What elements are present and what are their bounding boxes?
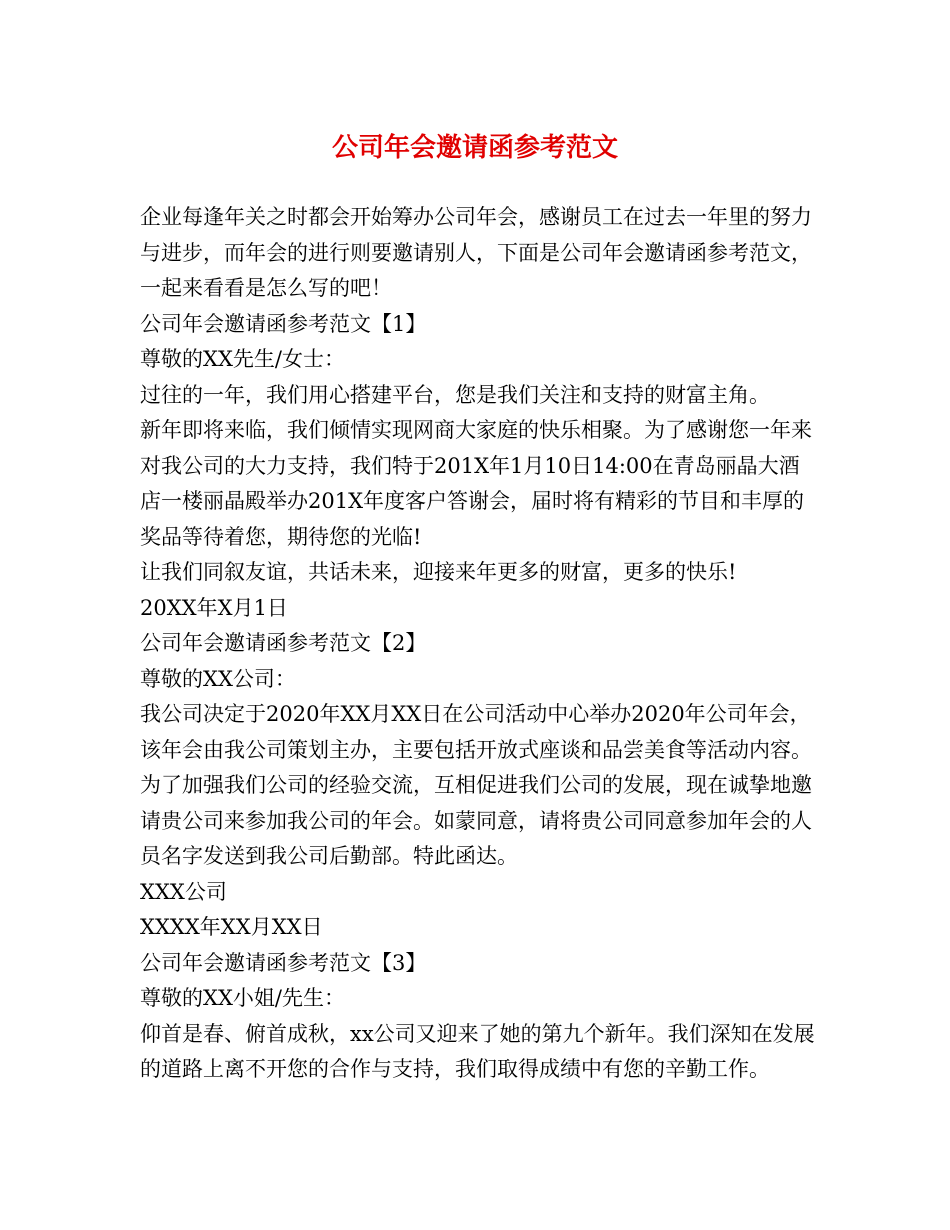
section-heading-1: 公司年会邀请函参考范文【1】 <box>140 311 427 336</box>
date-line-2: XXXX年XX月XX日 <box>140 915 323 939</box>
signature-company: XXX公司 <box>140 879 227 904</box>
body-paragraph: 让我们同叙友谊，共话未来，迎接来年更多的财富，更多的快乐! <box>140 560 737 584</box>
salutation-3: 尊敬的XX小姐/先生： <box>140 986 345 1010</box>
body-paragraph: 新年即将来临，我们倾情实现网商大家庭的快乐相聚。为了感谢您一年来对我公司的大力支持，我们特于201X年1月10日14:00在青岛丽晶大酒店一楼丽晶殿举办201X年度客户答谢会，届时将有精彩的节目和丰厚的奖品等待着您，期待您的光临! <box>140 418 812 549</box>
date-line-1: 20XX年X月1日 <box>140 595 288 620</box>
document-title: 公司年会邀请函参考范文 <box>331 133 618 163</box>
intro-paragraph: 企业每逢年关之时都会开始筹办公司年会，感谢员工在过去一年里的努力与进步，而年会的进行则要邀请别人，下面是公司年会邀请函参考范文，一起来看看是怎么写的吧！ <box>140 205 812 300</box>
body-paragraph: 仰首是春、俯首成秋，xx公司又迎来了她的第九个新年。我们深知在发展的道路上离不开您的合作与支持，我们取得成绩中有您的辛勤工作。 <box>140 1021 815 1081</box>
section-heading-3: 公司年会邀请函参考范文【3】 <box>140 950 427 975</box>
section-heading-2: 公司年会邀请函参考范文【2】 <box>140 631 427 655</box>
body-paragraph: 我公司决定于2020年XX月XX日在公司活动中心举办2020年公司年会，该年会由我公司策划主办，主要包括开放式座谈和品尝美食等活动内容。为了加强我们公司的经验交流，互相促进我们公司的发展，现在诚挚地邀请贵公司来参加我公司的年会。如蒙同意，请将贵公司同意参加年会的人员名字发送到我公司后勤部。特此函达。 <box>140 702 812 868</box>
document-body <box>140 200 820 1088</box>
body-paragraph: 过往的一年，我们用心搭建平台，您是我们关注和支持的财富主角。 <box>140 382 770 407</box>
salutation-2: 尊敬的XX公司： <box>140 666 296 691</box>
salutation-1: 尊敬的XX先生/女士： <box>140 347 345 371</box>
